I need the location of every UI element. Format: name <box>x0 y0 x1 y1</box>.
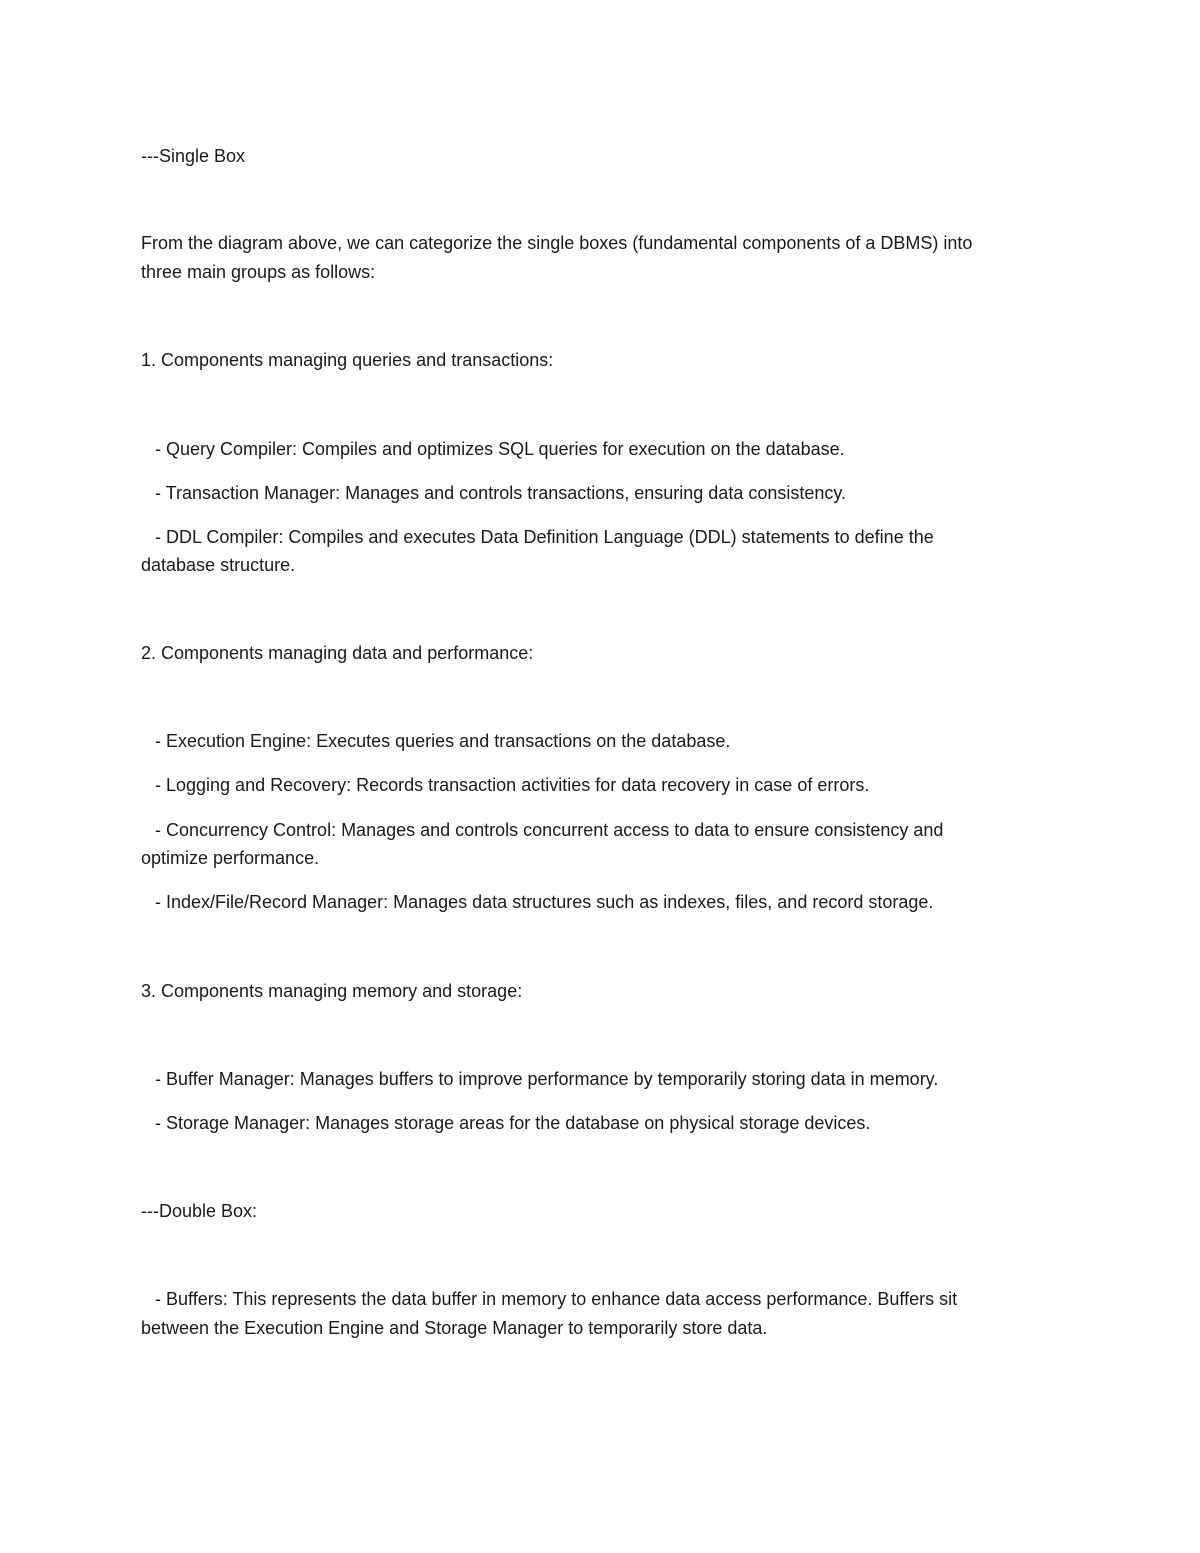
intro-paragraph-line-1: From the diagram above, we can categorize the single boxes (fundamental components of a DBMS) into <box>141 233 973 253</box>
group-1-item-ddl-compiler: - DDL Compiler: Compiles and executes Data Definition Language (DDL) statements to define the <box>155 527 934 547</box>
double-box-heading: ---Double Box: <box>141 1201 258 1221</box>
group-2-heading: 2. Components managing data and performance: <box>141 643 534 663</box>
group-1-item-transaction-manager: - Transaction Manager: Manages and controls transactions, ensuring data consistency. <box>155 483 847 503</box>
group-1-heading: 1. Components managing queries and transactions: <box>141 350 554 370</box>
group-2-item-concurrency-control-continued: optimize performance. <box>141 848 320 868</box>
group-3-item-buffer-manager: - Buffer Manager: Manages buffers to improve performance by temporarily storing data in memory. <box>155 1069 939 1089</box>
intro-paragraph-line-2: three main groups as follows: <box>141 262 376 282</box>
group-3-heading: 3. Components managing memory and storage: <box>141 981 523 1001</box>
group-3-item-storage-manager: - Storage Manager: Manages storage areas for the database on physical storage devices. <box>155 1113 871 1133</box>
group-1-item-ddl-compiler-continued: database structure. <box>141 555 296 575</box>
group-2-item-execution-engine: - Execution Engine: Executes queries and transactions on the database. <box>155 731 731 751</box>
buffers-paragraph-line-2: between the Execution Engine and Storage Manager to temporarily store data. <box>141 1318 768 1338</box>
group-2-item-index-file-record-manager: - Index/File/Record Manager: Manages data structures such as indexes, files, and record storage. <box>155 892 934 912</box>
buffers-paragraph-line-1: - Buffers: This represents the data buffer in memory to enhance data access performance. Buffers sit <box>155 1289 958 1309</box>
group-1-item-query-compiler: - Query Compiler: Compiles and optimizes SQL queries for execution on the database. <box>155 439 845 459</box>
single-box-heading: ---Single Box <box>141 146 246 166</box>
group-2-item-concurrency-control: - Concurrency Control: Manages and controls concurrent access to data to ensure consistency and <box>155 820 944 840</box>
group-2-item-logging-recovery: - Logging and Recovery: Records transaction activities for data recovery in case of errors. <box>155 775 870 795</box>
